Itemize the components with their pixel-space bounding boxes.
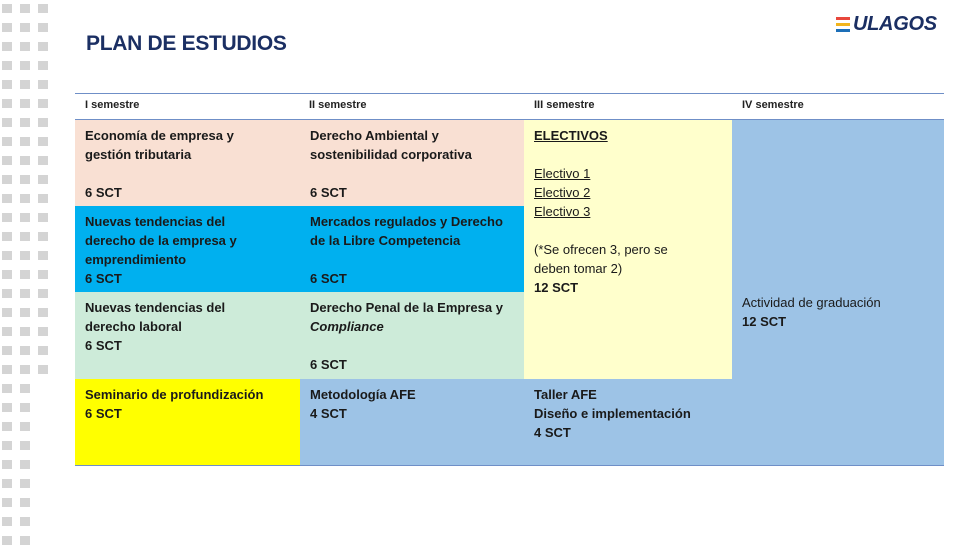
decorative-dot bbox=[20, 289, 30, 298]
course-taller-afe: Taller AFE Diseño e implementación 4 SCT bbox=[524, 379, 944, 465]
decorative-dot bbox=[38, 42, 48, 51]
decorative-dot bbox=[38, 346, 48, 355]
decorative-dot bbox=[2, 156, 12, 165]
decorative-dot bbox=[2, 479, 12, 488]
decorative-dot bbox=[2, 346, 12, 355]
decorative-dot bbox=[2, 213, 12, 222]
decorative-dot bbox=[2, 441, 12, 450]
electivo-link-1[interactable]: Electivo 1 bbox=[534, 166, 591, 181]
decorative-dot bbox=[20, 327, 30, 336]
decorative-dot bbox=[2, 61, 12, 70]
table-bottom-rule bbox=[75, 465, 944, 466]
logo-text: ULAGOS bbox=[853, 12, 937, 35]
decorative-dot bbox=[38, 4, 48, 13]
decorative-dot-pattern bbox=[0, 0, 50, 540]
course-seminario: Seminario de profundización 6 SCT bbox=[75, 379, 300, 465]
decorative-dot bbox=[2, 422, 12, 431]
course-electivos: ELECTIVOS Electivo 1 Electivo 2 Electivo 3 (*Se ofrecen 3, pero se deben tomar 2) 12 SCT bbox=[524, 120, 732, 379]
decorative-dot bbox=[38, 289, 48, 298]
decorative-dot bbox=[2, 80, 12, 89]
decorative-dot bbox=[38, 270, 48, 279]
decorative-dot bbox=[2, 99, 12, 108]
course-metodologia-afe: Metodología AFE 4 SCT bbox=[300, 379, 524, 465]
header-semester-1: I semestre bbox=[85, 99, 140, 111]
decorative-dot bbox=[20, 4, 30, 13]
course-actividad-graduacion: Actividad de graduación 12 SCT bbox=[732, 120, 944, 379]
course-nuevas-tendencias-empresa: Nuevas tendencias del derecho de la empresa y emprendimiento 6 SCT bbox=[75, 206, 300, 292]
decorative-dot bbox=[2, 327, 12, 336]
decorative-dot bbox=[2, 251, 12, 260]
decorative-dot bbox=[38, 308, 48, 317]
decorative-dot bbox=[2, 137, 12, 146]
decorative-dot bbox=[20, 42, 30, 51]
decorative-dot bbox=[2, 23, 12, 32]
decorative-dot bbox=[2, 498, 12, 507]
decorative-dot bbox=[20, 460, 30, 469]
course-mercados-regulados: Mercados regulados y Derecho de la Libre Competencia 6 SCT bbox=[300, 206, 524, 292]
decorative-dot bbox=[20, 441, 30, 450]
decorative-dot bbox=[2, 365, 12, 374]
decorative-dot bbox=[38, 327, 48, 336]
decorative-dot bbox=[2, 308, 12, 317]
decorative-dot bbox=[20, 270, 30, 279]
decorative-dot bbox=[38, 365, 48, 374]
decorative-dot bbox=[20, 308, 30, 317]
ulagos-logo bbox=[836, 12, 937, 36]
decorative-dot bbox=[2, 517, 12, 526]
decorative-dot bbox=[20, 80, 30, 89]
decorative-dot bbox=[20, 213, 30, 222]
decorative-dot bbox=[20, 365, 30, 374]
header-semester-4: IV semestre bbox=[742, 99, 804, 111]
decorative-dot bbox=[2, 384, 12, 393]
ulagos-stripes-icon bbox=[836, 15, 850, 33]
decorative-dot bbox=[2, 42, 12, 51]
decorative-dot bbox=[20, 175, 30, 184]
decorative-dot bbox=[38, 80, 48, 89]
decorative-dot bbox=[20, 194, 30, 203]
decorative-dot bbox=[2, 175, 12, 184]
table-top-rule bbox=[75, 93, 944, 94]
decorative-dot bbox=[20, 23, 30, 32]
decorative-dot bbox=[2, 460, 12, 469]
decorative-dot bbox=[20, 384, 30, 393]
decorative-dot bbox=[38, 213, 48, 222]
decorative-dot bbox=[20, 422, 30, 431]
study-plan-table bbox=[75, 93, 944, 466]
decorative-dot bbox=[38, 251, 48, 260]
decorative-dot bbox=[38, 232, 48, 241]
decorative-dot bbox=[38, 156, 48, 165]
header-semester-2: II semestre bbox=[309, 99, 367, 111]
decorative-dot bbox=[20, 61, 30, 70]
decorative-dot bbox=[38, 175, 48, 184]
decorative-dot bbox=[20, 99, 30, 108]
electivos-heading: ELECTIVOS bbox=[534, 128, 608, 143]
decorative-dot bbox=[2, 403, 12, 412]
decorative-dot bbox=[2, 232, 12, 241]
decorative-dot bbox=[2, 118, 12, 127]
decorative-dot bbox=[2, 536, 12, 545]
decorative-dot bbox=[20, 156, 30, 165]
decorative-dot bbox=[20, 536, 30, 545]
decorative-dot bbox=[20, 118, 30, 127]
decorative-dot bbox=[38, 61, 48, 70]
decorative-dot bbox=[2, 4, 12, 13]
decorative-dot bbox=[20, 479, 30, 488]
course-derecho-ambiental: Derecho Ambiental y sostenibilidad corporativa 6 SCT bbox=[300, 120, 524, 206]
decorative-dot bbox=[38, 99, 48, 108]
decorative-dot bbox=[2, 270, 12, 279]
page-title: PLAN DE ESTUDIOS bbox=[86, 32, 287, 55]
decorative-dot bbox=[20, 251, 30, 260]
decorative-dot bbox=[20, 403, 30, 412]
course-nuevas-tendencias-laboral: Nuevas tendencias del derecho laboral 6 SCT bbox=[75, 292, 300, 379]
decorative-dot bbox=[2, 194, 12, 203]
decorative-dot bbox=[20, 346, 30, 355]
header-semester-3: III semestre bbox=[534, 99, 595, 111]
electivo-link-2[interactable]: Electivo 2 bbox=[534, 185, 591, 200]
decorative-dot bbox=[20, 232, 30, 241]
decorative-dot bbox=[20, 137, 30, 146]
decorative-dot bbox=[2, 289, 12, 298]
decorative-dot bbox=[20, 517, 30, 526]
electivo-link-3[interactable]: Electivo 3 bbox=[534, 204, 591, 219]
course-derecho-penal: Derecho Penal de la Empresa y Compliance 6 SCT bbox=[300, 292, 524, 379]
course-economia-empresa: Economía de empresa y gestión tributaria 6 SCT bbox=[75, 120, 300, 206]
decorative-dot bbox=[38, 118, 48, 127]
decorative-dot bbox=[38, 194, 48, 203]
decorative-dot bbox=[38, 137, 48, 146]
decorative-dot bbox=[38, 23, 48, 32]
decorative-dot bbox=[20, 498, 30, 507]
